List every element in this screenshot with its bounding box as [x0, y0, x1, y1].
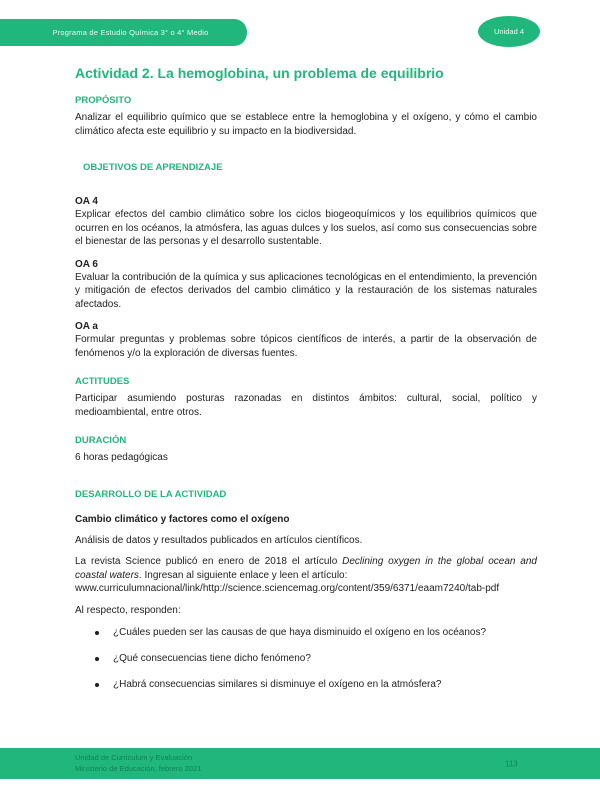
oa-item-4: [75, 195, 537, 249]
section-heading-actitudes: ACTITUDES: [75, 376, 130, 387]
bullet-icon: [95, 631, 99, 635]
question-text: ¿Cuáles pueden ser las causas de que haya disminuido el oxígeno en los océanos?: [113, 627, 487, 638]
actitudes-paragraph: Participar asumiendo posturas razonadas en distintos ámbitos: cultural, social, político y medioambiental, entre otros.: [75, 393, 537, 418]
oa-label: OA 6: [75, 258, 98, 270]
oa-text: Explicar efectos del cambio climático sobre los ciclos biogeoquímicos y los equilibrios químicos que ocurren en los océanos, la atmósfera, las aguas dulces y los suelos, así como sus consecuencias sobre el bienestar de las personas y el desarrollo sustentable.: [75, 209, 537, 247]
article-title: Declining oxygen in the global ocean and coastal waters: [75, 556, 537, 581]
section-heading-objetivos: OBJETIVOS DE APRENDIZAJE: [83, 162, 223, 173]
unit-badge: [478, 16, 540, 47]
oa-label: OA a: [75, 321, 98, 332]
unit-badge-label: Unidad 4: [493, 27, 525, 36]
oa-item-a: [75, 320, 537, 360]
page-number: 113: [505, 759, 518, 768]
program-header-label: Programa de Estudio Química 3° o 4° Medio: [52, 28, 209, 37]
question-item: [75, 626, 537, 640]
footer-org-line1: Unidad de Curriculum y Evaluación: [75, 753, 193, 762]
oa-item-6: [75, 258, 537, 312]
article-text-post: . Ingresan al siguiente enlace y leen el artículo:: [138, 569, 348, 581]
article-text-pre: La revista Science publicó en enero de 2018 el artículo: [75, 556, 343, 567]
article-paragraph: [75, 555, 537, 596]
article-link[interactable]: www.curriculumnacional/link/http://science.sciencemag.org/content/359/6371/eaam7240/tab-pdf: [75, 583, 500, 594]
oa-text: Evaluar la contribución de la química y sus aplicaciones tecnológicas en el entendimiento, la prevención y mitigación de efectos derivados del cambio climático y la restauración de los sistemas naturales afectados.: [75, 271, 537, 310]
question-text: ¿Qué consecuencias tiene dicho fenómeno?: [113, 653, 311, 664]
question-item: [75, 678, 537, 692]
desarrollo-subtitle: Cambio climático y factores como el oxígeno: [75, 513, 290, 525]
footer-org-line2: Ministerio de Educación, febrero 2021: [75, 763, 202, 773]
question-text: ¿Habrá consecuencias similares si disminuye el oxígeno en la atmósfera?: [113, 679, 442, 690]
section-heading-proposito: PROPÓSITO: [75, 95, 132, 106]
desarrollo-intro: Análisis de datos y resultados publicados en artículos científicos.: [75, 534, 363, 546]
bullet-icon: [95, 657, 99, 661]
footer-org: [75, 753, 201, 774]
page-content: [75, 64, 537, 704]
page-title: Actividad 2. La hemoglobina, un problema de equilibrio: [75, 65, 444, 81]
footer-bar: [0, 748, 600, 779]
program-header-tab: [0, 19, 247, 46]
bullet-icon: [95, 683, 99, 687]
proposito-paragraph: Analizar el equilibrio químico que se establece entre la hemoglobina y el oxígeno, y cómo el cambio climático afecta este equilibrio y su impacto en la biodiversidad.: [75, 112, 537, 137]
oa-text: Formular preguntas y problemas sobre tópicos científicos de interés, a partir de la observación de fenómenos y/o la exploración de diversas fuentes.: [75, 334, 537, 359]
duracion-value: 6 horas pedagógicas: [75, 452, 168, 463]
section-heading-duracion: DURACIÓN: [75, 435, 127, 446]
question-item: [75, 652, 537, 666]
question-list: [75, 626, 537, 692]
oa-label: OA 4: [75, 196, 98, 207]
respond-label: Al respecto, responden:: [75, 604, 181, 616]
section-heading-desarrollo: DESARROLLO DE LA ACTIVIDAD: [75, 488, 227, 500]
